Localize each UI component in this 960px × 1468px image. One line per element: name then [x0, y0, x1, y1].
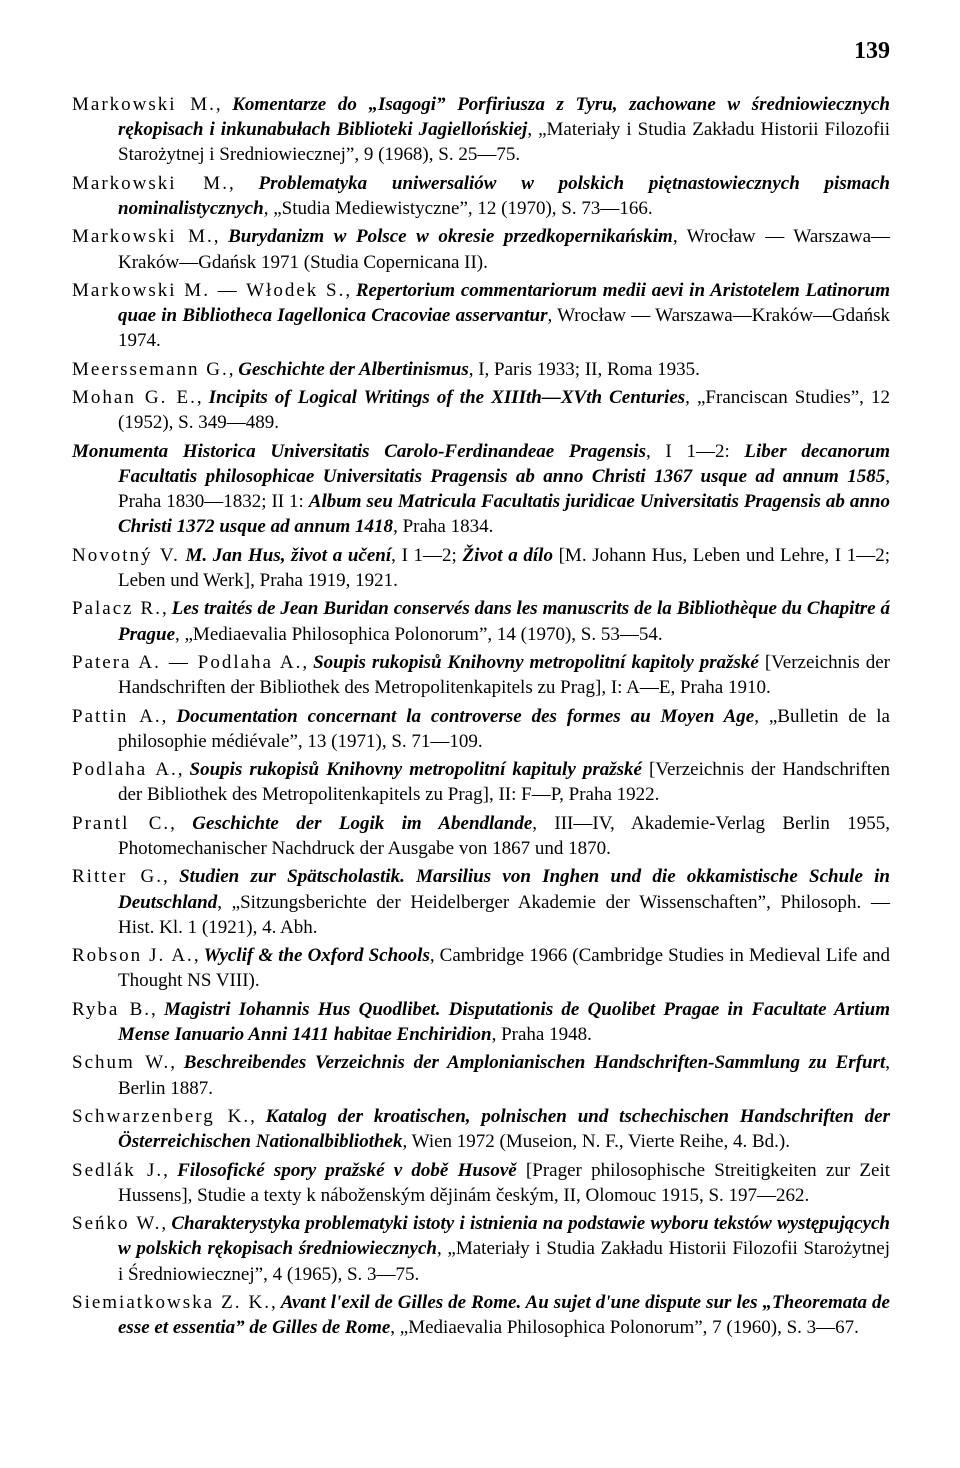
entry-author: Pattin A. [72, 705, 162, 727]
bibliography-entry [72, 1211, 890, 1287]
entry-text: , Cambridge 1966 (Cambridge Studies in Medieval Life and Thought NS VIII). [118, 945, 891, 992]
bibliography-entry [72, 1050, 890, 1100]
entry-text: , [163, 866, 180, 888]
entry-title: Beschreibendes Verzeichnis der Amplonianischen Handschriften-Sammlung zu Erfurt [183, 1052, 886, 1074]
entry-author: Markowski M. — Włodek S. [72, 279, 346, 301]
entry-author: Patera A. — Podlaha A. [72, 651, 303, 673]
entry-title: Život a dílo [462, 544, 553, 566]
bibliography-entry [72, 171, 890, 221]
entry-author: Markowski M. [72, 172, 229, 194]
entry-text: , I 1—2: [645, 440, 745, 462]
entry-text: , [228, 172, 259, 194]
entry-author: Robson J. A. [72, 945, 194, 967]
entry-text: , [196, 387, 209, 409]
entry-title: Soupis rukopisů Knihovny metropolitní kapitoly pražské [313, 651, 759, 673]
bibliography-entry [72, 596, 890, 646]
entry-text: , [161, 1213, 172, 1235]
entry-author: Schum W. [72, 1052, 171, 1074]
entry-title: Geschichte der Logik im Abendlande [192, 812, 533, 834]
entry-author: Ryba B. [72, 998, 151, 1020]
entry-title: Avant l'exil de Gilles de Rome. Au sujet d'une dispute sur les „Theoremata de esse et essentia” de Gilles de Rome [118, 1291, 890, 1339]
bibliography-entry [72, 385, 890, 435]
entry-title: Soupis rukopisů Knihovny metropolitní kapituly pražské [189, 759, 642, 781]
entry-author: Novotný V. [72, 544, 180, 566]
entry-text: , Wrocław — Warszawa—Kraków—Gdańsk 1971 (Studia Copernicana II). [118, 226, 891, 273]
entry-title: Documentation concernant la controverse des formes au Moyen Age [176, 705, 755, 727]
entry-text: , I 1—2; [391, 544, 463, 566]
entry-text: , III—IV, Akademie-Verlag Berlin 1955, Photomechanischer Nachdruck der Ausgabe von 1867 und 1870. [118, 812, 891, 859]
entry-text: , [270, 1291, 281, 1313]
entry-text: , [177, 759, 190, 781]
entry-title: Album seu Matricula Facultatis juridicae Universitatis Pragensis ab anno Christi 1372 usque ad annum 1418 [118, 491, 890, 538]
entry-text: , Wrocław — Warszawa—Kraków—Gdańsk 1974. [118, 305, 890, 352]
entry-text: , Praha 1834. [393, 516, 494, 538]
entry-text: , „Sitzungsberichte der Heidelberger Akademie der Wissenschaften”, Philosoph. — Hist. Kl. 1 (1921), 4. Abh. [118, 891, 890, 938]
entry-text: , „Mediaevalia Philosophica Polonorum”, 7 (1960), S. 3—67. [390, 1317, 859, 1339]
entry-text: , [345, 279, 356, 301]
entry-text: , [302, 651, 314, 673]
entry-text: [M. Johann Hus, Leben und Lehre, I 1—2; Leben und Werk], Praha 1919, 1921. [118, 544, 890, 591]
bibliography-entry [72, 1104, 890, 1154]
bibliography-entry [72, 864, 890, 940]
bibliography-entry [72, 757, 890, 807]
entry-text: , [170, 1052, 184, 1074]
bibliography-entry [72, 811, 890, 861]
entry-text: , „Bulletin de la philosophie médiévale”, 13 (1971), S. 71—109. [118, 705, 890, 752]
bibliography-entry [72, 650, 890, 700]
bibliography-entry [72, 92, 890, 168]
bibliography-entry [72, 224, 890, 274]
entry-text: [Verzeichnis der Handschriften der Bibliothek des Metropolitenkapitels zu Prag], II: F—P, Praha 1922. [118, 759, 891, 806]
entry-author: Podlaha A. [72, 759, 178, 781]
entry-text: , „Materiały i Studia Zakładu Historii Filozofii Starożytnej i Sredniowiecznej”, 9 (1968), S. 25—75. [118, 119, 890, 166]
bibliography-entry [72, 997, 890, 1047]
entry-title: Liber decanorum Facultatis philosophicae Universitatis Pragensis ab anno Christi 1367 usque ad annum 1585 [118, 440, 891, 487]
entry-title: Problematyka uniwersaliów w polskich piętnastowiecznych pismach nominalistycznych [118, 172, 890, 219]
bibliography-entry [72, 439, 890, 540]
entry-author: Siemiatkowska Z. K. [72, 1291, 271, 1313]
entry-title: Incipits of Logical Writings of the XIIIth—XVth Centuries [208, 387, 686, 409]
entry-title: Komentarze do „Isagogi” Porfiriusza z Tyru, zachowane w średniowiecznych rękopisach i inkunabułach Biblioteki Jagiellońskiej [118, 94, 890, 141]
entry-author: Sedlák J. [72, 1159, 164, 1181]
entry-title: Les traités de Jean Buridan conservés dans les manuscrits de la Bibliothèque du Chapitre á Prague [118, 598, 890, 645]
bibliography-entry [72, 704, 890, 754]
entry-text: , „Franciscan Studies”, 12 (1952), S. 349—489. [118, 387, 891, 434]
entry-text: , [193, 945, 204, 967]
entry-text: , „Materiały i Studia Zakładu Historii Filozofii Starożytnej i Średniowiecznej”, 4 (1965), S. 3—75. [118, 1238, 890, 1285]
entry-author: Palacz R. [72, 598, 162, 620]
entry-text: , [170, 812, 193, 834]
bibliography-entry [72, 1290, 890, 1340]
entry-title: Burydanizm w Polsce w okresie przedkopernikańskim [228, 226, 673, 248]
entry-author: Mohan G. E. [72, 387, 197, 409]
entry-title: Charakterystyka problematyki istoty i istnienia na podstawie wyboru tekstów występujących w polskich rękopisach średniowiecznych [118, 1213, 890, 1260]
entry-text: [Prager philosophische Streitigkeiten zur Zeit Hussens], Studie a texty k náboženským dějinám českým, II, Olomouc 1915, S. 197—262. [118, 1159, 891, 1206]
page-number: 139 [854, 38, 890, 64]
entry-title: Magistri Iohannis Hus Quodlibet. Disputationis de Quolibet Pragae in Facultate Artium Mense Ianuario Anni 1411 habitae Enchiridion [118, 998, 890, 1045]
entry-text: , [228, 358, 239, 380]
entry-text: , Wien 1972 (Museion, N. F., Vierte Reihe, 4. Bd.). [402, 1131, 790, 1153]
entry-title: Wyclif & the Oxford Schools [203, 945, 430, 967]
entry-title: Monumenta Historica Universitatis Carolo-Ferdinandeae Pragensis [72, 440, 646, 462]
entry-text: , I, Paris 1933; II, Roma 1935. [468, 358, 700, 380]
entry-title: Studien zur Spätscholastik. Marsilius von Inghen und die okkamistische Schule in Deutschland [118, 866, 890, 913]
bibliography-entry [72, 1158, 890, 1208]
bibliography-entry [72, 278, 890, 354]
entry-text: , [161, 598, 172, 620]
entry-author: Meerssemann G. [72, 358, 229, 380]
bibliography-entry [72, 943, 890, 993]
entry-text: , [163, 1159, 178, 1181]
entry-text: , Berlin 1887. [118, 1052, 891, 1099]
entry-text: , [250, 1105, 266, 1127]
entry-title: M. Jan Hus, život a učení [185, 544, 392, 566]
entry-author: Markowski M. [72, 94, 216, 115]
entry-text: , [215, 94, 233, 115]
entry-author: Ritter G. [72, 866, 164, 888]
bibliography-entry [72, 543, 890, 593]
entry-author: Markowski M. [72, 226, 214, 248]
entry-text: , Praha 1948. [491, 1023, 592, 1045]
entry-text: , Praha 1830—1832; II 1: [118, 465, 890, 513]
entry-author: Schwarzenberg K. [72, 1105, 251, 1127]
bibliography-entry [72, 357, 890, 382]
entry-title: Filosofické spory pražské v době Husově [177, 1159, 517, 1181]
entry-text: , [161, 705, 177, 727]
entry-title: Repertorium commentariorum medii aevi in Aristotelem Latinorum quae in Bibliotheca Iagellonica Cracoviae asservantur [118, 279, 891, 327]
entry-author: Seńko W. [72, 1213, 162, 1235]
entry-text: , [213, 226, 229, 248]
entry-text: , [151, 998, 164, 1020]
bibliography-list [72, 92, 890, 1343]
entry-title: Geschichte der Albertinismus [238, 358, 469, 380]
entry-author: Prantl C. [72, 812, 171, 834]
entry-text: [Verzeichnis der Handschriften der Bibliothek des Metropolitenkapitels zu Prag], I: A—E, Praha 1910. [118, 651, 891, 699]
entry-title: Katalog der kroatischen, polnischen und tschechischen Handschriften der Österreichischen Nationalbibliothek [118, 1105, 890, 1153]
entry-text: , „Studia Mediewistyczne”, 12 (1970), S. 73—166. [263, 198, 653, 219]
entry-text: , „Mediaevalia Philosophica Polonorum”, 14 (1970), S. 53—54. [175, 623, 663, 645]
